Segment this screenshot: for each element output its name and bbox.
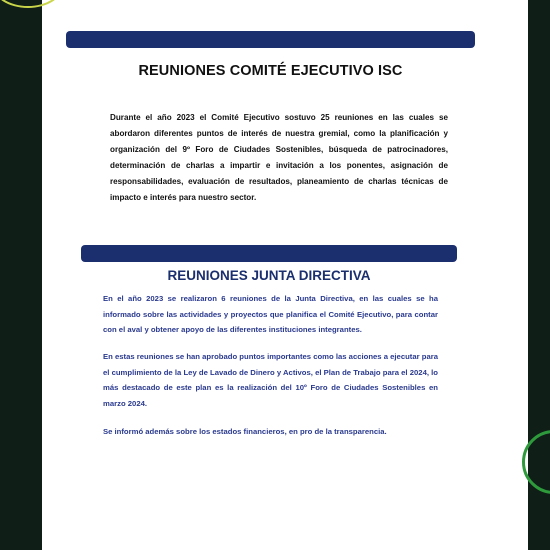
section-2-header-bar bbox=[81, 245, 457, 262]
section-1-paragraph: Durante el año 2023 el Comité Ejecutivo sostuvo 25 reuniones en las cuales se abordaron diferentes puntos de interés de nuestra gremial, como la planificación y organización del 9º Foro de Ciudades Sostenibles, búsqueda de patrocinadores, determinación de charlas a impartir e invitación a los ponentes, asignación de responsabilidades, evaluación de resultados, planeamiento de charlas técnicas de impacto e interés para nuestro sector. bbox=[110, 113, 448, 202]
section-1-title: REUNIONES COMITÉ EJECUTIVO ISC bbox=[138, 63, 403, 79]
section-2-title: REUNIONES JUNTA DIRECTIVA bbox=[167, 268, 371, 283]
section-2-paragraph-3: Se informó además sobre los estados financieros, en pro de la transparencia. bbox=[103, 427, 387, 436]
section-2-paragraph-2: En estas reuniones se han aprobado puntos importantes como las acciones a ejecutar para el cumplimiento de la Ley de Lavado de Dinero y Activos, el Plan de Trabajo para el 2024, lo más destacado de este plan es la realización del 10º Foro de Ciudades Sostenibles en marzo 2024. bbox=[103, 352, 438, 408]
section-1-header-bar bbox=[66, 31, 475, 48]
section-2-paragraph-1: En el año 2023 se realizaron 6 reuniones de la Junta Directiva, en las cuales se ha informado sobre las actividades y proyectos que planifica el Comité Ejecutivo, para contar con el aval y obtener apoyo de las diferentes instituciones integrantes. bbox=[103, 294, 438, 335]
